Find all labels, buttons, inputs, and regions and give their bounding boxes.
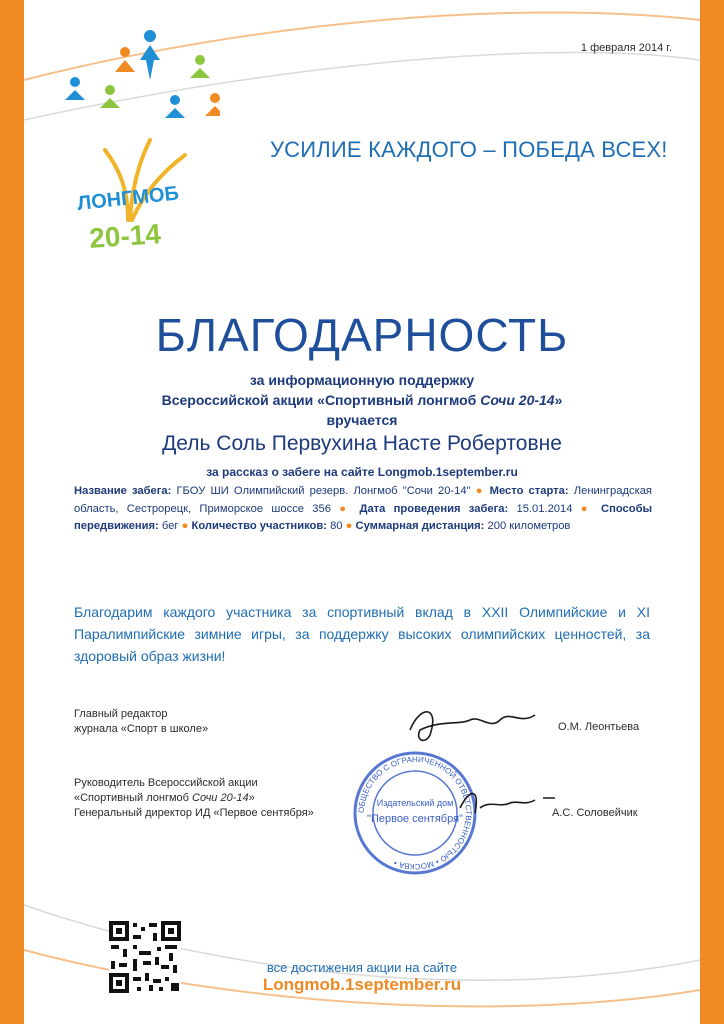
signer2-role: Руководитель Всероссийской акции «Спортивный лонгмоб Сочи 20-14» Генеральный директор ИД «Первое сентября» [74,777,314,819]
thanks-paragraph: Благодарим каждого участника за спортивный вклад в XXII Олимпийские и XI Паралимпийские зимние игры, за поддержку высоких олимпийских ценностей, за здоровый образ жизни! [74,604,650,664]
signer1-role: Главный редактор журнала «Спорт в школе» [74,708,209,735]
svg-text:ОБЩЕСТВО С ОГРАНИЧЕННОЙ ОТВЕТС: ОБЩЕСТВО С ОГРАНИЧЕННОЙ ОТВЕТСТВЕННОСТЬЮ • МОСКВА • [356,754,474,872]
awarded-label: вручается [326,412,398,428]
longmob-logo [50,20,220,260]
signer2-name: А.С. Соловейчик [552,807,638,819]
certificate-title: БЛАГОДАРНОСТЬ [155,309,569,361]
svg-text:Издательский дом: Издательский дом [376,798,454,808]
signature-soloveichik [455,778,565,828]
logo-text-2: 20-14 [88,218,162,254]
story-line: за рассказ о забеге на сайте Longmob.1september.ru [206,465,518,479]
footer-website-link[interactable]: Longmob.1september.ru [262,975,462,994]
svg-text:"Первое сентября": "Первое сентября" [367,813,463,825]
logo-text-1: ЛОНГМОБ [76,182,180,215]
signer1-name: О.М. Леонтьева [558,721,640,733]
purpose-line-2: Всероссийской акции «Спортивный лонгмоб Сочи 20-14» [161,392,563,408]
purpose-line-1: за информационную поддержку [249,372,475,388]
issue-date: 1 февраля 2014 г. [580,42,672,54]
slogan: УСИЛИЕ КАЖДОГО – ПОБЕДА ВСЕХ! [270,137,668,162]
recipient-name: Дель Соль Первухина Насте Робертовне [162,432,562,455]
race-details: Название забега: ГБОУ ШИ Олимпийский резерв. Лонгмоб "Сочи 20-14" ● Место старта: Ленинградская область, Сестрорецк, Приморское шоссе 356 ● Дата проведения забега: 15.01.2014 ● Способы передвижения: бег ● Количество участников: 80 ● Суммарная дистанция: 200 километров [74,485,653,532]
signature-leontieva [400,700,550,750]
footer-caption: все достижения акции на сайте [266,960,458,975]
